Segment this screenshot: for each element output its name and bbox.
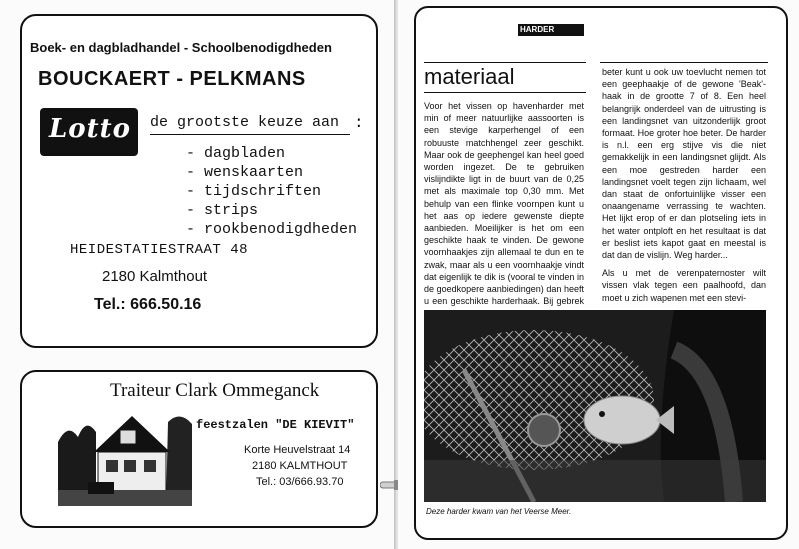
traiteur-phone: Tel.: 03/666.93.70 [256,476,344,488]
article-title: materiaal [424,64,515,89]
choice-heading: de grootste keuze aan [150,114,340,131]
list-item: - dagbladen [186,145,286,162]
article-column-1 [424,100,584,326]
traiteur-name: Traiteur Clark Ommeganck [110,380,320,401]
venue-name: feestzalen "DE KIEVIT" [196,418,355,432]
bookshop-city: 2180 Kalmthout [102,268,208,285]
lotto-logo [40,108,138,156]
house-photo [58,402,192,506]
title-rule-top [424,62,586,63]
bookshop-phone: Tel.: 666.50.16 [94,296,202,313]
bookshop-address: HEIDESTATIESTRAAT 48 [70,242,249,258]
paragraph: Als u met de verenpaternoster wilt vissen vlak tegen een paalhoofd, dan moet u zich wapenen met een stevi- [602,268,766,303]
traiteur-street: Korte Heuvelstraat 14 [244,444,351,456]
choice-underline [150,134,350,135]
bookshop-headline: Boek- en dagbladhandel - Schoolbenodigdheden [30,40,332,55]
section-tab: HARDER [518,24,584,36]
traiteur-city: 2180 KALMTHOUT [252,460,348,472]
article-column-2 [602,66,766,310]
paragraph: Voor het vissen op havenharder met min of meer natuurlijke aassoorten is een stevige karperhengel of een robuuste matchhengel zeer geschikt. Maar ook de geephengel kan heel goed worden ingezet. De te gebruiken vislijndikte ligt in de buurt van de 0,25 met als maximale top 0,30 mm. Met behulp van een flinke voornpen kunt u het aas op iedere gewenste diepte aanbieden. Moeilijker is het om een geschikte haak te vinden. De gewone voornhaakjes zijn allemaal te dun en te zwak, maar als u een voornhaakje vindt dat eigenlijk te dik is (vooral te vinden in de goedkopere aanbiedingen) dan heeft u een geschikte harderhaak. Bij gebrek [424,101,584,307]
title-rule-bottom [424,92,586,93]
bookshop-brand: BOUCKAERT - PELKMANS [38,68,306,90]
column-rule [600,62,768,63]
lotto-logo-text: Lotto [49,114,131,144]
list-item: - rookbenodigdheden [186,221,358,238]
paragraph: beter kunt u ook uw toevlucht nemen tot een geephaakje of de gewone 'Beak'-haak in de grootte 7 of 8. Een heel belangrijk onderdeel van de uitrusting is een landingsnet van uitzonderlijk groot formaat. Hoe groter hoe beter. De harder is n.l. een erg stijve vis die niet gemakkelijk in een landingsnet glijdt. Als een moe gestreden harder een landingsnet voelt tegen zijn lichaam, wel dan staat de onfortuinlijke visser een onaangename verrassing te wachten. Het lijkt erop of er dan plotseling iets in het water ontploft en het resultaat is dat er beslist iets kapot gaat en meestal is dat dan de vislijn. Weg harder... [602,67,766,261]
list-item: - tijdschriften [186,183,322,200]
list-item: - wenskaarten [186,164,304,181]
fishing-net-photo [424,310,766,502]
choice-colon: : [354,114,364,132]
product-list [186,144,357,239]
photo-caption: Deze harder kwam van het Veerse Meer. [426,507,572,516]
list-item: - strips [186,202,259,219]
